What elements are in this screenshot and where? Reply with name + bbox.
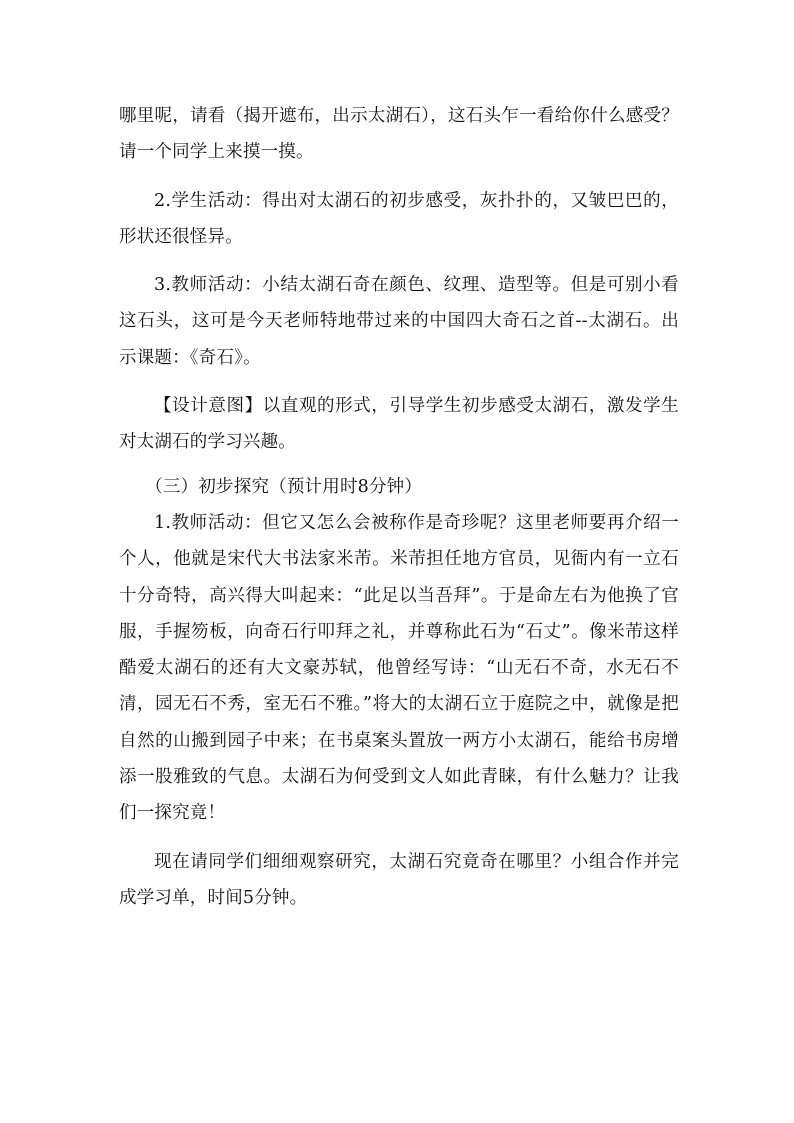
- paragraph-student-activity-2: 2.学生活动：得出对太湖石的初步感受，灰扑扑的，又皱巴巴的，形状还很怪异。: [119, 190, 679, 247]
- paragraph-teacher-activity-3: 3.教师活动：小结太湖石奇在颜色、纹理、造型等。但是可别小看这石头，这可是今天老师特地带过来的中国四大奇石之首--太湖石。出示课题：《奇石》。: [119, 275, 679, 368]
- document-body: [119, 98, 679, 916]
- section-heading-initial-exploration: （三）初步探究（预计用时8分钟）: [145, 476, 423, 497]
- paragraph-design-intent: 【设计意图】以直观的形式，引导学生初步感受太湖石，激发学生对太湖石的学习兴趣。: [119, 396, 679, 453]
- paragraph-continued-intro: 哪里呢，请看（揭开遮布，出示太湖石），这石头乍一看给你什么感受？请一个同学上来摸一摸。: [119, 106, 679, 163]
- paragraph-teacher-activity-1: 1.教师活动：但它又怎么会被称作是奇珍呢？这里老师要再介绍一个人，他就是宋代大书法家米芾。米芾担任地方官员，见衙内有一立石十分奇特，高兴得大叫起来：“此足以当吾拜”。于是命左右为他换了官服，手握笏板，向奇石行叩拜之礼，并尊称此石为“石丈”。像米芾这样酷爱太湖石的还有大文豪苏轼，他曾经写诗：“山无石不奇，水无石不清，园无石不秀，室无石不雅。”将大的太湖石立于庭院之中，就像是把自然的山搬到园子中来；在书桌案头置放一两方小太湖石，能给书房增添一股雅致的气息。太湖石为何受到文人如此青睐，有什么魅力？让我们一探究竟！: [119, 512, 679, 824]
- paragraph-group-task: 现在请同学们细细观察研究，太湖石究竟奇在哪里？小组合作并完成学习单，时间5分钟。: [119, 851, 679, 908]
